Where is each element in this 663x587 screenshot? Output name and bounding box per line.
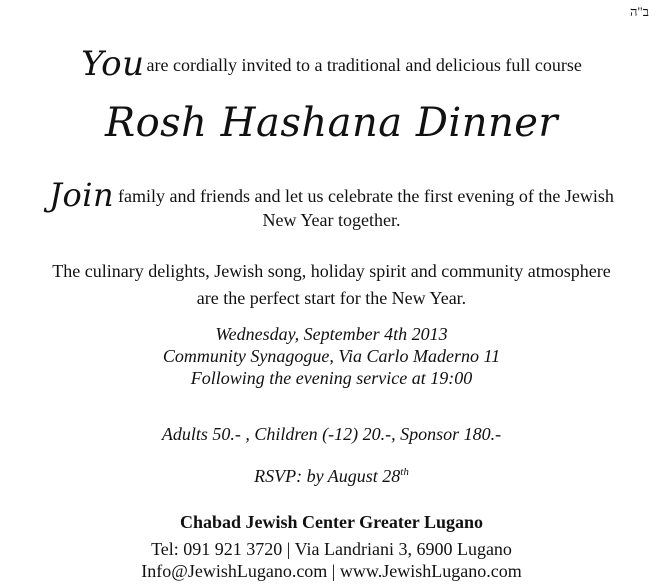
rsvp-line — [0, 466, 663, 487]
culinary-line-2: are the perfect start for the New Year. — [196, 288, 467, 308]
tel-address: Tel: 091 921 3720 | Via Landriani 3, 6900 Lugano — [151, 539, 512, 559]
hebrew-mark: ב"ה — [629, 4, 649, 19]
invitation-intro — [0, 44, 663, 84]
email-website[interactable]: Info@JewishLugano.com | www.JewishLugano.com — [141, 561, 522, 581]
event-date: Wednesday, September 4th 2013 — [215, 324, 448, 344]
rsvp-text: RSVP: by August 28 — [254, 466, 401, 486]
culinary-line-1: The culinary delights, Jewish song, holiday spirit and community atmosphere — [52, 261, 611, 281]
organizer-name: Chabad Jewish Center Greater Lugano — [179, 512, 483, 532]
intro-text: are cordially invited to a traditional and delicious full course — [146, 55, 582, 75]
event-details — [0, 323, 663, 389]
culinary-paragraph — [0, 258, 663, 312]
join-text: family and friends and let us celebrate the first evening of the Jewish — [118, 186, 614, 206]
organizer-contact — [0, 538, 663, 582]
join-word: Join — [49, 176, 115, 214]
join-line-2: New Year together. — [262, 210, 401, 230]
you-word: You — [81, 44, 145, 84]
event-title: Rosh Hashana Dinner — [104, 100, 559, 146]
join-line — [0, 176, 663, 214]
event-location: Community Synagogue, Via Carlo Maderno 11 — [162, 346, 501, 366]
event-time: Following the evening service at 19:00 — [190, 368, 473, 388]
rsvp-suffix: th — [400, 466, 409, 478]
event-prices: Adults 50.- , Children (-12) 20.-, Sponsor 180.- — [161, 424, 502, 444]
